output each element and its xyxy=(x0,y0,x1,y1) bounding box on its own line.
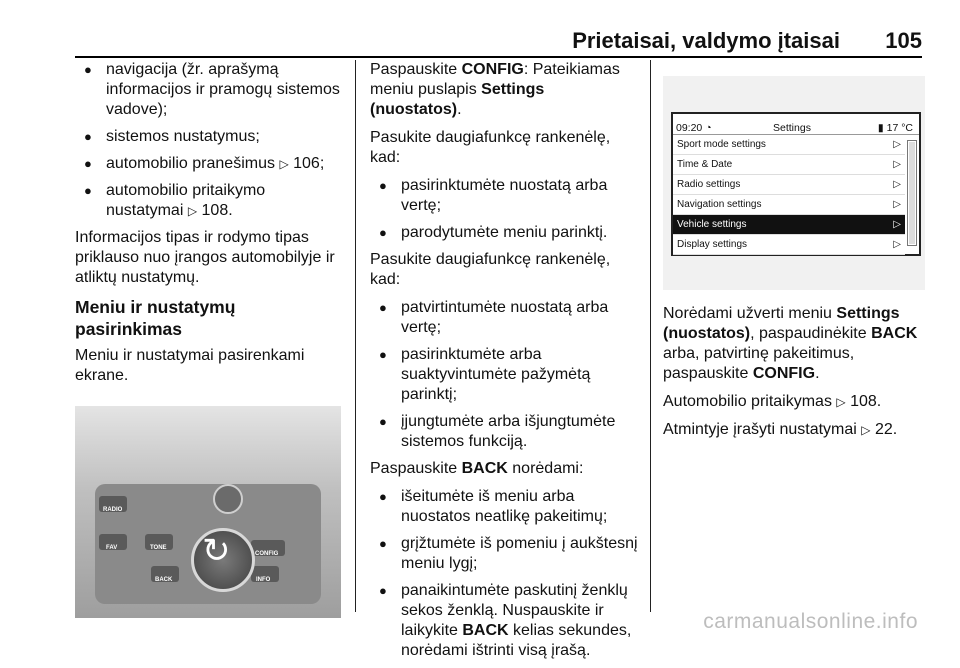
chevron-right-icon: ▷ xyxy=(893,239,901,250)
menu-item: Display settings ▷ xyxy=(673,235,905,255)
key-label: BACK xyxy=(871,325,918,342)
section-heading: Meniu ir nustatymų pasirinkimas xyxy=(75,297,236,339)
list-item: ● įjungtumėte arba išjungtumėte sistemos funkciją. xyxy=(370,412,640,452)
header-rule xyxy=(75,56,922,58)
thermometer-icon: ▮ xyxy=(877,122,884,134)
paragraph: Pasukite daugiafunkcę rankenėlę, kad: xyxy=(370,251,611,288)
paragraph: Atmintyje įrašyti nustatymai ▷ 22. xyxy=(663,421,898,438)
paragraph: Paspauskite CONFIG: Pateikiamas meniu puslapis Settings (nuostatos). xyxy=(370,61,620,118)
page-title: Prietaisai, valdymo įtaisai xyxy=(572,28,840,53)
key-label: Settings (nuostatos) xyxy=(663,305,900,342)
list-item: ● parodytumėte meniu parinktį. xyxy=(370,223,640,243)
menu-item: Sport mode settings ▷ xyxy=(673,135,905,155)
clock-icon: ◔ xyxy=(705,122,712,134)
paragraph: Paspauskite BACK norėdami: xyxy=(370,460,584,477)
page-header xyxy=(0,0,960,58)
paragraph: Meniu ir nustatymai pasirenkami ekrane. xyxy=(75,347,305,384)
paragraph: Norėdami užverti meniu Settings (nuostatos), paspaudinėkite BACK arba, patvirtinę pakeitimus, paspauskite CONFIG. xyxy=(663,305,918,382)
key-label: BACK xyxy=(462,622,509,639)
column-3 xyxy=(663,60,925,448)
key-label: Settings (nuostatos) xyxy=(370,81,545,118)
page-ref: 106; xyxy=(293,155,325,172)
page-ref: 108. xyxy=(201,202,233,219)
settings-screen-image xyxy=(663,76,925,290)
key-label: CONFIG xyxy=(461,61,524,78)
display-header xyxy=(673,114,919,135)
bullet-list xyxy=(75,60,345,221)
tone-button: TONE xyxy=(145,534,173,550)
info-button: INFO xyxy=(251,566,279,582)
rotate-arrow-icon: ↻ xyxy=(202,532,231,570)
menu-item: Time & Date ▷ xyxy=(673,155,905,175)
display-scrollbar xyxy=(907,140,917,246)
paragraph: Pasukite daugiafunkcę rankenėlę, kad: xyxy=(370,129,611,166)
radio-button: RADIO xyxy=(99,496,127,512)
column-divider xyxy=(650,60,651,612)
list-item: ● sistemos nustatymus; xyxy=(75,127,345,147)
list-item: ● panaikintumėte paskutinį ženklų sekos ženklą. Nuspauskite ir laikykite BACK kelias sekundes, norėdami ištrinti visą įrašą. xyxy=(370,581,640,661)
list-item: ● pasirinktumėte nuostatą arba vertę; xyxy=(370,176,640,216)
page-ref: 22. xyxy=(874,421,898,438)
key-label: BACK xyxy=(461,460,508,477)
list-item-text: automobilio pranešimus xyxy=(106,155,275,172)
menu-item-selected: Vehicle settings ▷ xyxy=(673,215,905,235)
paragraph: Automobilio pritaikymas ▷ 108. xyxy=(663,393,882,410)
power-knob xyxy=(213,484,243,514)
control-panel-photo xyxy=(75,406,341,618)
settings-menu-list xyxy=(673,135,905,255)
watermark: carmanualsonline.info xyxy=(703,610,918,633)
menu-item: Navigation settings ▷ xyxy=(673,195,905,215)
chevron-right-icon: ▷ xyxy=(893,179,901,190)
config-button: CONFIG xyxy=(251,540,285,556)
list-item-text: automobilio pritaikymo nustatymai xyxy=(106,182,266,219)
back-button: BACK xyxy=(151,566,179,582)
bullet-list xyxy=(370,298,640,452)
display-title: Settings xyxy=(773,122,811,134)
bullet-list xyxy=(370,487,640,661)
paragraph: Informacijos tipas ir rodymo tipas priklauso nuo įrangos automobilyje ir atliktų nustatymų. xyxy=(75,229,335,286)
key-label: CONFIG xyxy=(752,365,816,382)
page-ref-icon: ▷ xyxy=(861,423,871,437)
list-item: ● grįžtumėte iš pomeniu į aukštesnį meniu lygį; xyxy=(370,534,640,574)
display-frame xyxy=(671,112,921,256)
page-ref-icon: ▷ xyxy=(836,395,846,409)
list-item xyxy=(75,154,345,174)
chevron-right-icon: ▷ xyxy=(893,159,901,170)
page-ref-icon: ▷ xyxy=(187,204,198,218)
page-ref-icon: ▷ xyxy=(279,157,289,171)
list-item xyxy=(75,181,345,221)
fav-button: FAV xyxy=(99,534,127,550)
column-1 xyxy=(75,60,345,618)
page-number: 105 xyxy=(885,28,922,53)
list-item: ● išeitumėte iš meniu arba nuostatos neatlikę pakeitimų; xyxy=(370,487,640,527)
column-2 xyxy=(370,60,640,668)
chevron-right-icon: ▷ xyxy=(893,139,901,150)
bullet-list xyxy=(370,176,640,243)
column-divider xyxy=(355,60,356,612)
list-item: ● patvirtintumėte nuostatą arba vertę; xyxy=(370,298,640,338)
list-item: ● pasirinktumėte arba suaktyvintumėte pažymėtą parinktį; xyxy=(370,345,640,405)
menu-item: Radio settings ▷ xyxy=(673,175,905,195)
display-temp: ▮ 17 °C xyxy=(877,122,913,134)
chevron-right-icon: ▷ xyxy=(893,219,901,230)
page-ref: 108. xyxy=(850,393,882,410)
display-time: 09:20 ◔ xyxy=(676,122,712,134)
list-item: ● navigacija (žr. aprašymą informacijos ir pramogų sistemos vadove); xyxy=(75,60,345,120)
chevron-right-icon: ▷ xyxy=(893,199,901,210)
